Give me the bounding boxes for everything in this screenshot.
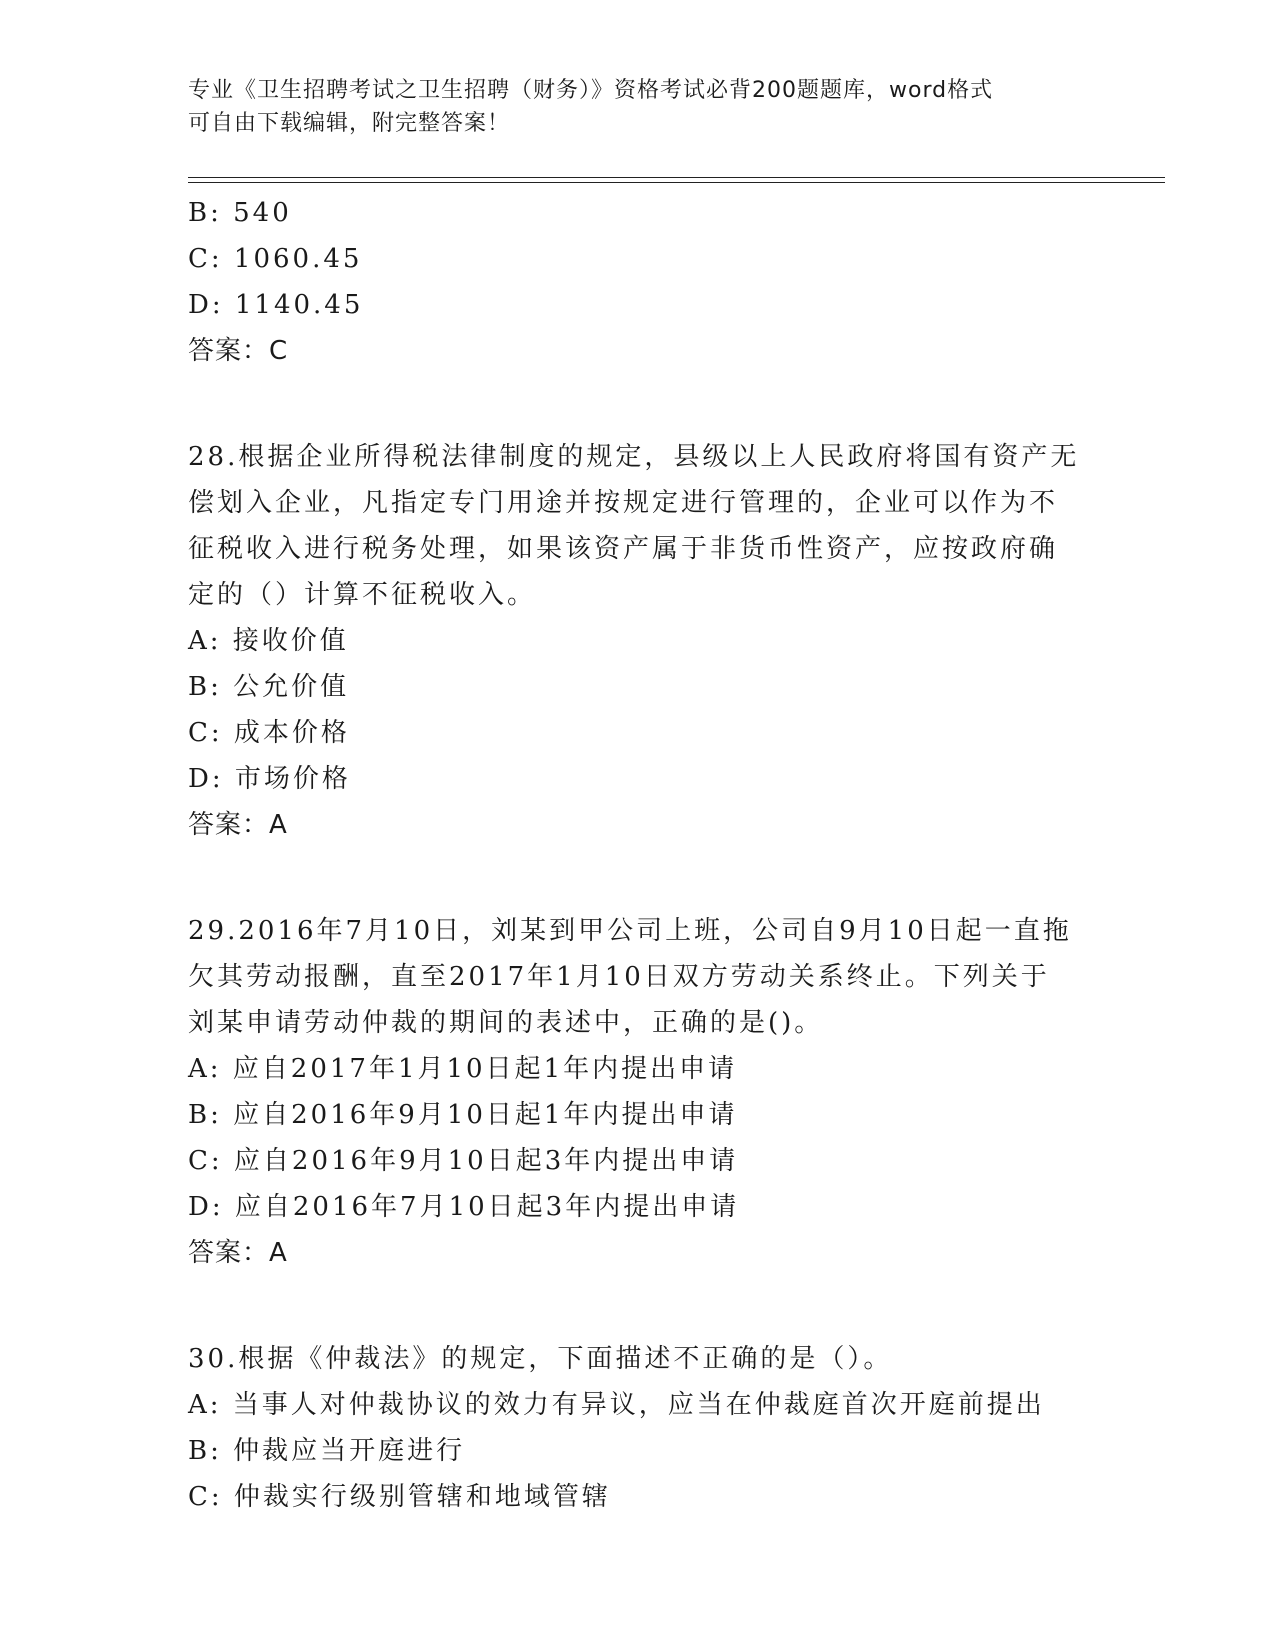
question-spacer <box>188 848 1088 908</box>
answer-label: 答案：C <box>188 336 289 366</box>
question-spacer <box>188 374 1088 434</box>
option-c: C: 成本价格 <box>188 718 350 748</box>
option-d: D: 应自2016年7月10日起3年内提出申请 <box>188 1192 740 1222</box>
question-list <box>188 190 1088 1520</box>
option-c: C: 仲裁实行级别管辖和地域管辖 <box>188 1482 611 1512</box>
option-b: B: 仲裁应当开庭进行 <box>188 1436 466 1466</box>
question-29 <box>188 908 1088 1276</box>
question-stem-line: 定的（）计算不征税收入。 <box>188 580 537 610</box>
answer-label: 答案：A <box>188 1238 288 1268</box>
header-divider-top <box>188 177 1165 178</box>
header-title-line-1: 专业《卫生招聘考试之卫生招聘（财务）》资格考试必背200题题库，word格式 <box>188 78 994 103</box>
header-title-line-2: 可自由下载编辑，附完整答案！ <box>188 111 511 136</box>
question-30 <box>188 1336 1088 1520</box>
option-a: A: 应自2017年1月10日起1年内提出申请 <box>188 1054 738 1084</box>
question-spacer <box>188 1276 1088 1336</box>
option-b: B: 应自2016年9月10日起1年内提出申请 <box>188 1100 738 1130</box>
question-stem-line: 征税收入进行税务处理，如果该资产属于非货币性资产，应按政府确 <box>188 534 1059 564</box>
option-c: C: 1060.45 <box>188 244 363 274</box>
question-stem-line: 28.根据企业所得税法律制度的规定，县级以上人民政府将国有资产无 <box>188 442 1080 472</box>
question-stem-line: 欠其劳动报酬，直至2017年1月10日双方劳动关系终止。下列关于 <box>188 962 1050 992</box>
option-d: D: 1140.45 <box>188 290 364 320</box>
answer-label: 答案：A <box>188 810 288 840</box>
option-b: B: 公允价值 <box>188 672 350 702</box>
document-header <box>188 74 1088 140</box>
option-a: A: 当事人对仲裁协议的效力有异议，应当在仲裁庭首次开庭前提出 <box>188 1390 1045 1420</box>
option-b: B: 540 <box>188 198 292 228</box>
option-d: D: 市场价格 <box>188 764 351 794</box>
question-28 <box>188 434 1088 848</box>
question-stem-line: 29.2016年7月10日，刘某到甲公司上班，公司自9月10日起一直拖 <box>188 916 1072 946</box>
option-a: A: 接收价值 <box>188 626 349 656</box>
question-stem-line: 偿划入企业，凡指定专门用途并按规定进行管理的，企业可以作为不 <box>188 488 1059 518</box>
question-27-tail <box>188 190 1088 374</box>
option-c: C: 应自2016年9月10日起3年内提出申请 <box>188 1146 739 1176</box>
question-stem-line: 30.根据《仲裁法》的规定，下面描述不正确的是（）。 <box>188 1344 893 1374</box>
question-stem-line: 刘某申请劳动仲裁的期间的表述中，正确的是()。 <box>188 1008 824 1038</box>
header-divider-bottom <box>188 182 1165 183</box>
